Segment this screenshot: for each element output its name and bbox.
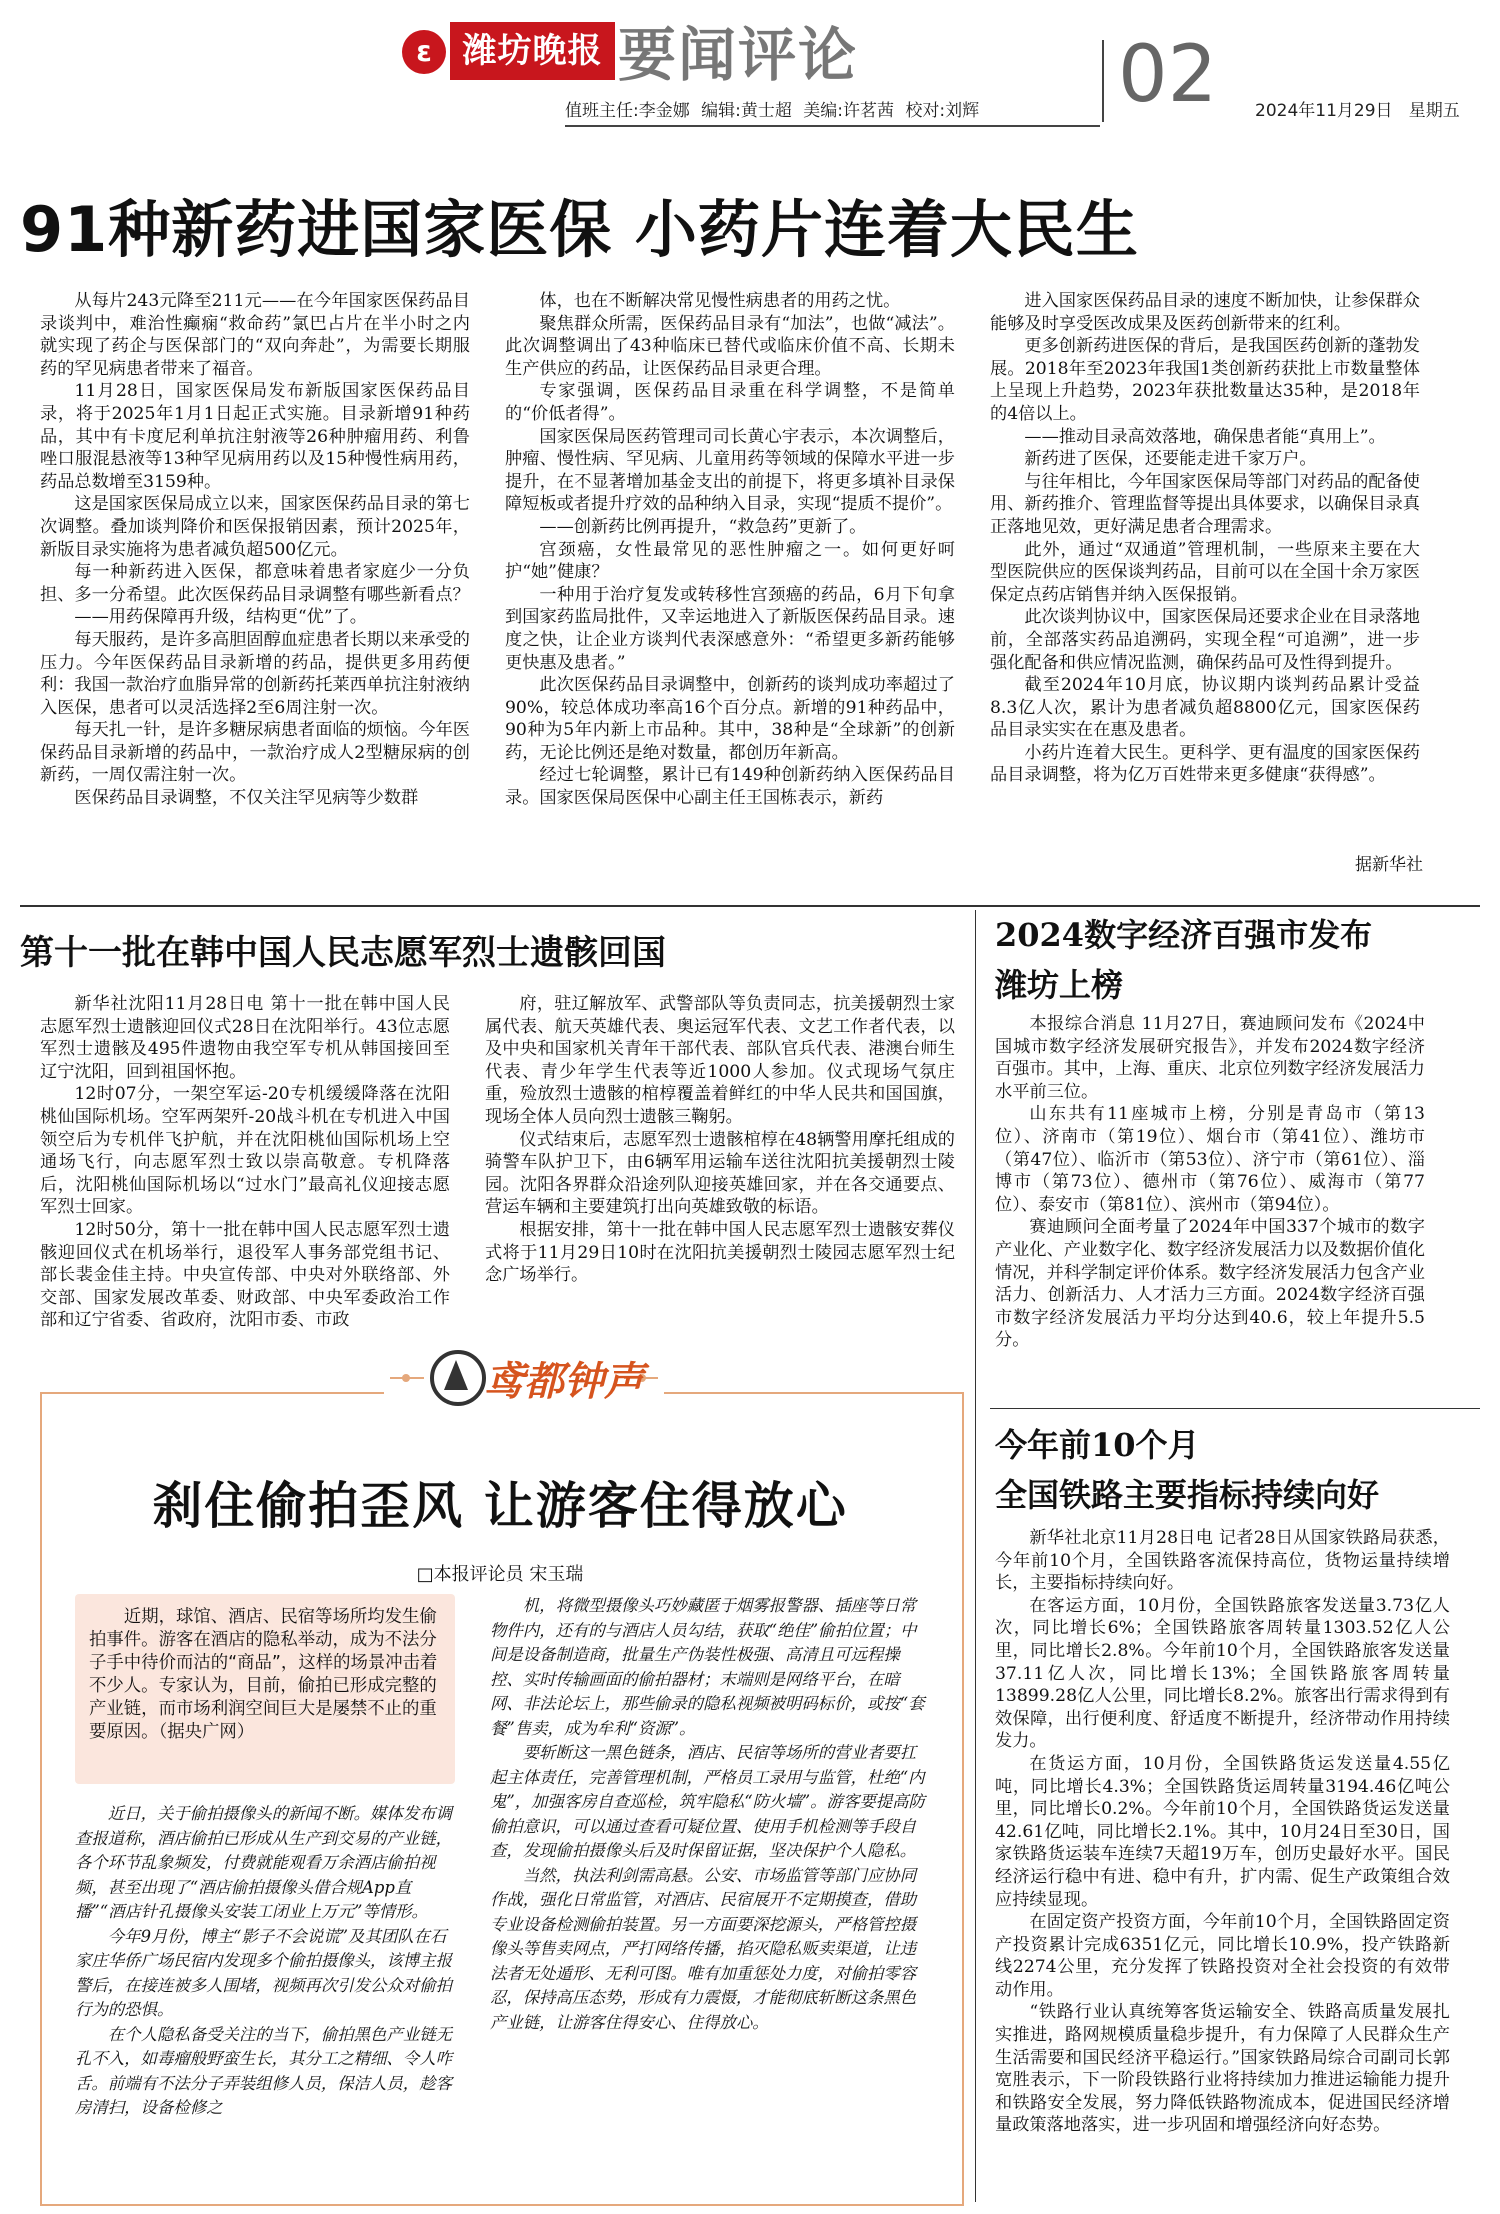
paragraph: 新药进了医保，还要能走进千家万户。 [1024, 449, 1317, 470]
commentary-author: □本报评论员 宋玉瑞 [416, 1564, 584, 1585]
masthead-divider [1102, 40, 1104, 122]
paragraph: 要斩断这一黑色链条，酒店、民宿等场所的营业者要扛起主体责任，完善管理机制，严格员工录用与监管，杜绝“内鬼”，加强客房自查巡检，筑牢隐私“防火墙”。游客要提高防偷拍意识，可以通过查看可疑位置、使用手机检测等手段自查，发现偷拍摄像头后及时保留证据，坚决保护个人隐私。 [490, 1743, 925, 1860]
paragraph: 宫颈癌，女性最常见的恶性肿瘤之一。如何更好呵护“她”健康？ [505, 539, 955, 583]
paragraph: 在个人隐私备受关注的当下，偷拍黑色产业链无孔不入，如毒瘤般野蛮生长，其分工之精细、令人咋舌。前端有不法分子弄装组修人员，保洁人员，趁客房清扫，设备检修之 [75, 2024, 452, 2117]
paragraph: 山东共有11座城市上榜，分别是青岛市（第13位）、济南市（第19位）、烟台市（第41位）、潍坊市（第47位）、临沂市（第53位）、济宁市（第61位）、淄博市（第73位）、德州市（第76位）、威海市（第77位）、泰安市（第81位）、滨州市（第94位）。 [995, 1104, 1425, 1215]
article2-column-2 [485, 993, 955, 1287]
page-number: 02 [1118, 30, 1218, 120]
editor-credits: 值班主任:李金娜 编辑:黄士超 美编:许茗茜 校对:刘辉 [565, 101, 980, 121]
main-article-column-2 [505, 290, 955, 810]
issue-date: 2024年11月29日 星期五 [1255, 101, 1460, 121]
paragraph: 在货运方面，10月份，全国铁路货运发送量4.55亿吨，同比增长4.3%；全国铁路货运周转量3194.46亿吨公里，同比增长0.2%。今年前10个月，全国铁路货运发送量42.61亿吨，同比增长2.1%。其中，10月24日至30日，国家铁路货运装车连续7天超19万车，创历史最好水平。国民经济运行稳中有进、稳中有升，扩内需、促生产政策组合效应持续显现。 [995, 1753, 1450, 1910]
paragraph: 根据安排，第十一批在韩中国人民志愿军烈士遗骸安葬仪式将于11月29日10时在沈阳抗美援朝烈士陵园志愿军烈士纪念广场举行。 [485, 1219, 955, 1286]
article4-body [995, 1527, 1450, 2137]
paragraph: 此外，通过“双通道”管理机制，一些原来主要在大型医院供应的医保谈判药品，目前可以在全国十余万家医保定点药店销售并纳入医保报销。 [990, 539, 1420, 605]
paragraph: 进入国家医保药品目录的速度不断加快，让参保群众能够及时享受医改成果及医药创新带来的红利。 [990, 291, 1420, 334]
commentary-summary: 近期，球馆、酒店、民宿等场所均发生偷拍事件。游客在酒店的隐私举动，成为不法分子手中待价而沽的“商品”，这样的场景冲击着不少人。专家认为，目前，偷拍已形成完整的产业链，而市场利润空间巨大是屡禁不止的重要原因。（据央广网） [75, 1594, 455, 1784]
paragraph: 更多创新药进医保的背后，是我国医药创新的蓬勃发展。2018年至2023年我国1类创新药获批上市数量整体上呈现上升趋势，2023年获批数量达35种，是2018年的4倍以上。 [990, 336, 1420, 424]
article4-headline: 今年前10个月 全国铁路主要指标持续向好 [995, 1426, 1380, 1514]
paragraph: 府，驻辽解放军、武警部队等负责同志，抗美援朝烈士家属代表、航天英雄代表、奥运冠军代表、文艺工作者代表，以及中央和国家机关青年干部代表、部队官兵代表、港澳台师生代表、青少年学生代表等近1000人参加。仪式现场气氛庄重，殓放烈士遗骸的棺椁覆盖着鲜红的中华人民共和国国旗，现场全体人员向烈士遗骸三鞠躬。 [485, 994, 955, 1127]
paragraph: 新华社北京11月28日电 记者28日从国家铁路局获悉，今年前10个月，全国铁路客流保持高位，货物运量持续增长，主要指标持续向好。 [995, 1528, 1450, 1594]
paragraph: “铁路行业认真统筹客货运输安全、铁路高质量发展扎实推进，路网规模质量稳步提升，有力保障了人民群众生产生活需要和国民经济平稳运行。”国家铁路局综合司副司长郭宽胜表示，下一阶段铁路行业将持续加力推进运输能力提升和铁路安全发展，努力降低铁路物流成本，促进国民经济增量政策落地落实，进一步巩固和增强经济向好态势。 [995, 2002, 1450, 2136]
paragraph: 今年9月份，博主“影子不会说谎”及其团队在石家庄华侨广场民宿内发现多个偷拍摄像头，该博主报警后，在接连被多人围堵，视频再次引发公众对偷拍行为的恐惧。 [75, 1926, 452, 2019]
paragraph: 截至2024年10月底，协议期内谈判药品累计受益8.3亿人次，累计为患者减负超8800亿元，国家医保药品目录实实在在惠及患者。 [990, 675, 1420, 741]
paragraph: 小药片连着大民生。更科学、更有温度的国家医保药品目录调整，将为亿万百姓带来更多健康“获得感”。 [990, 742, 1420, 786]
commentary-column-1 [75, 1802, 455, 2121]
paragraph: 赛迪顾问全面考量了2024年中国337个城市的数字产业化、产业数字化、数字经济发展活力以及数据价值化情况，并科学制定评价体系。数字经济发展活力包含产业活力、创新活力、人才活力三方面。2024数字经济百强市数字经济发展活力平均分达到40.6，较上年提升5.5分。 [995, 1217, 1425, 1351]
article2-headline: 第十一批在韩中国人民志愿军烈士遗骸回国 [20, 933, 666, 973]
paragraph: 一种用于治疗复发或转移性宫颈癌的药品，6月下旬拿到国家药监局批件，又幸运地进入了新版医保药品目录。速度之快，让企业方谈判代表深感意外：“希望更多新药能够更快惠及患者。” [505, 584, 955, 673]
newspaper-name: 潍坊晚报 [450, 22, 615, 80]
paragraph: 专家强调，医保药品目录重在科学调整，不是简单的“价低者得”。 [505, 381, 955, 424]
newspaper-logo-icon: ε [402, 30, 446, 74]
paragraph: 此次医保药品目录调整中，创新药的谈判成功率超过了90%，较总体成功率高16个百分点。新增的91种药品中，90种为5年内新上市品种。其中，38种是“全球新”的创新药，无论比例还是绝对数量，都创历年新高。 [505, 675, 955, 763]
paragraph: ——推动目录高效落地，确保患者能“真用上”。 [1024, 426, 1386, 447]
commentary-column-2 [490, 1594, 930, 2035]
paragraph: 每一种新药进入医保，都意味着患者家庭少一分负担、多一分希望。此次医保药品目录调整有哪些新看点？ [40, 562, 470, 605]
main-article-column-1 [40, 290, 470, 810]
masthead [0, 0, 1500, 135]
section-divider [20, 905, 1480, 907]
article3-body [995, 1013, 1425, 1352]
paragraph: ——创新药比例再提升，“救急药”更新了。 [539, 516, 867, 537]
column-divider [975, 910, 976, 2202]
paragraph: 仪式结束后，志愿军烈士遗骸棺椁在48辆警用摩托组成的骑警车队护卫下，由6辆军用运输车送往沈阳抗美援朝烈士陵园。沈阳各界群众沿途列队迎接英雄回家，并在各交通要点、营运车辆和主要建筑打出向英雄致敬的标语。 [485, 1129, 955, 1218]
commentary-column-name: 鸢都钟声 [484, 1358, 644, 1405]
paragraph: 近日，关于偷拍摄像头的新闻不断。媒体发布调查报道称，酒店偷拍已形成从生产到交易的产业链，各个环节乱象频发，付费就能观看万余酒店偷拍视频，甚至出现了“酒店偷拍摄像头借合规App直播”“酒店针孔摄像头安装工闭业上万元”等情形。 [75, 1804, 452, 1921]
main-headline: 91种新药进国家医保 小药片连着大民生 [20, 193, 1139, 266]
paragraph: 国家医保局医药管理司司长黄心宇表示，本次调整后，肿瘤、慢性病、罕见病、儿童用药等领域的保障水平进一步提升，在不显著增加基金支出的前提下，将更多填补目录保障短板或者提升疗效的品种纳入目录，实现“提质不提价”。 [505, 426, 955, 515]
paragraph: 聚焦群众所需，医保药品目录有“加法”，也做“减法”。此次调整调出了43种临床已替代或临床价值不高、长期未生产供应的药品，让医保药品目录更合理。 [505, 313, 955, 379]
paragraph: 经过七轮调整，累计已有149种创新药纳入医保药品目录。国家医保局医保中心副主任王国栋表示，新药 [505, 765, 955, 809]
article2-column-1 [40, 993, 450, 1332]
paragraph: 体，也在不断解决常见慢性病患者的用药之忧。 [539, 291, 901, 311]
paragraph: 12时50分，第十一批在韩中国人民志愿军烈士遗骸迎回仪式在机场举行，退役军人事务部党组书记、部长裴金佳主持。中央宣传部、中央对外联络部、外交部、国家发展改革委、财政部、中央军委政治工作部和辽宁省委、省政府，沈阳市委、市政 [40, 1219, 450, 1331]
paragraph: ——用药保障再升级，结构更“优”了。 [74, 607, 367, 628]
commentary-column-logo [384, 1340, 664, 1412]
paragraph: 11月28日，国家医保局发布新版国家医保药品目录，将于2025年1月1日起正式实施。目录新增91种药品，其中有卡度尼利单抗注射液等26种肿瘤用药、利鲁唑口服混悬液等13种罕见病用药以及15种慢性病用药，药品总数增至3159种。 [40, 381, 470, 492]
paragraph: 医保药品目录调整，不仅关注罕见病等少数群 [74, 788, 419, 809]
paragraph: 每天扎一针，是许多糖尿病患者面临的烦恼。今年医保药品目录新增的药品中，一款治疗成人2型糖尿病的创新药，一周仅需注射一次。 [40, 720, 470, 786]
masthead-rule [565, 125, 1100, 127]
paragraph: 12时07分，一架空军运-20专机缓缓降落在沈阳桃仙国际机场。空军两架歼-20战斗机在专机进入中国领空后为专机伴飞护航，并在沈阳桃仙国际机场上空通场飞行，向志愿军烈士致以崇高敬意。专机降落后，沈阳桃仙国际机场以“过水门”最高礼仪迎接志愿军烈士回家。 [40, 1084, 450, 1218]
paragraph: 此次谈判协议中，国家医保局还要求企业在目录落地前，全部落实药品追溯码，实现全程“可追溯”，进一步强化配备和供应情况监测，确保药品可及性得到提升。 [990, 607, 1420, 673]
paragraph: 机，将微型摄像头巧妙藏匿于烟雾报警器、插座等日常物件内，还有的与酒店人员勾结，获取“绝佳”偷拍位置；中间是设备制造商，批量生产伪装性极强、高清且可远程操控、实时传输画面的偷拍器材；末端则是网络平台，在暗网、非法论坛上，那些偷录的隐私视频被明码标价，或按“套餐”售卖，成为牟利“资源”。 [490, 1596, 925, 1738]
paragraph: 在客运方面，10月份，全国铁路旅客发送量3.73亿人次，同比增长6%；全国铁路旅客周转量1303.52亿人公里，同比增长2.8%。今年前10个月，全国铁路旅客发送量37.11亿人次，同比增长13%；全国铁路旅客周转量13899.28亿人公里，同比增长8.2%。旅客出行需求得到有效保障，出行便利度、舒适度不断提升，经济带动作用持续发力。 [995, 1595, 1450, 1752]
commentary-headline: 刹住偷拍歪风 让游客住得放心 [152, 1477, 848, 1535]
paragraph: 本报综合消息 11月27日，赛迪顾问发布《2024中国城市数字经济发展研究报告》，并发布2024数字经济百强市。其中，上海、重庆、北京位列数字经济发展活力水平前三位。 [995, 1014, 1425, 1102]
article3-divider [990, 1408, 1480, 1409]
paragraph: 与往年相比，今年国家医保局等部门对药品的配备使用、新药推介、管理监督等提出具体要求，以确保目录真正落地见效，更好满足患者合理需求。 [990, 471, 1420, 537]
paragraph: 新华社沈阳11月28日电 第十一批在韩中国人民志愿军烈士遗骸迎回仪式28日在沈阳举行。43位志愿军烈士遗骸及495件遗物由我空军专机从韩国接回至辽宁沈阳，回到祖国怀抱。 [40, 994, 450, 1082]
main-article-source: 据新华社 [1355, 855, 1423, 875]
section-title: 要闻评论 [618, 21, 859, 89]
main-article-column-3 [990, 290, 1420, 787]
paragraph: 在固定资产投资方面，今年前10个月，全国铁路固定资产投资累计完成6351亿元，同比增长10.9%，投产铁路新线2274公里，充分发挥了铁路投资对全社会投资的有效带动作用。 [995, 1912, 1450, 2000]
paragraph: 这是国家医保局成立以来，国家医保药品目录的第七次调整。叠加谈判降价和医保报销因素，预计2025年，新版目录实施将为患者减负超500亿元。 [40, 494, 470, 560]
paragraph: 每天服药，是许多高胆固醇血症患者长期以来承受的压力。今年医保药品目录新增的药品，提供更多用药便利：我国一款治疗血脂异常的创新药托莱西单抗注射液纳入医保，患者可以灵活选择2至6周注射一次。 [40, 629, 470, 718]
article3-headline: 2024数字经济百强市发布 潍坊上榜 [995, 916, 1373, 1004]
paragraph: 当然，执法利剑需高悬。公安、市场监管等部门应协同作战，强化日常监管，对酒店、民宿展开不定期摸查，借助专业设备检测偷拍装置。另一方面要深挖源头，严格管控摄像头等售卖网点，严打网络传播，掐灭隐私贩卖渠道，让违法者无处遁形、无利可图。唯有加重惩处力度，对偷拍零容忍，保持高压态势，形成有力震慑，才能彻底斩断这条黑色产业链，让游客住得安心、住得放心。 [490, 1865, 917, 2032]
paragraph: 从每片243元降至211元——在今年国家医保药品目录谈判中，难治性癫痫“救命药”氯巴占片在半小时之内就实现了药企与医保部门的“双向奔赴”，为需要长期服药的罕见病患者带来了福音。 [40, 291, 470, 379]
